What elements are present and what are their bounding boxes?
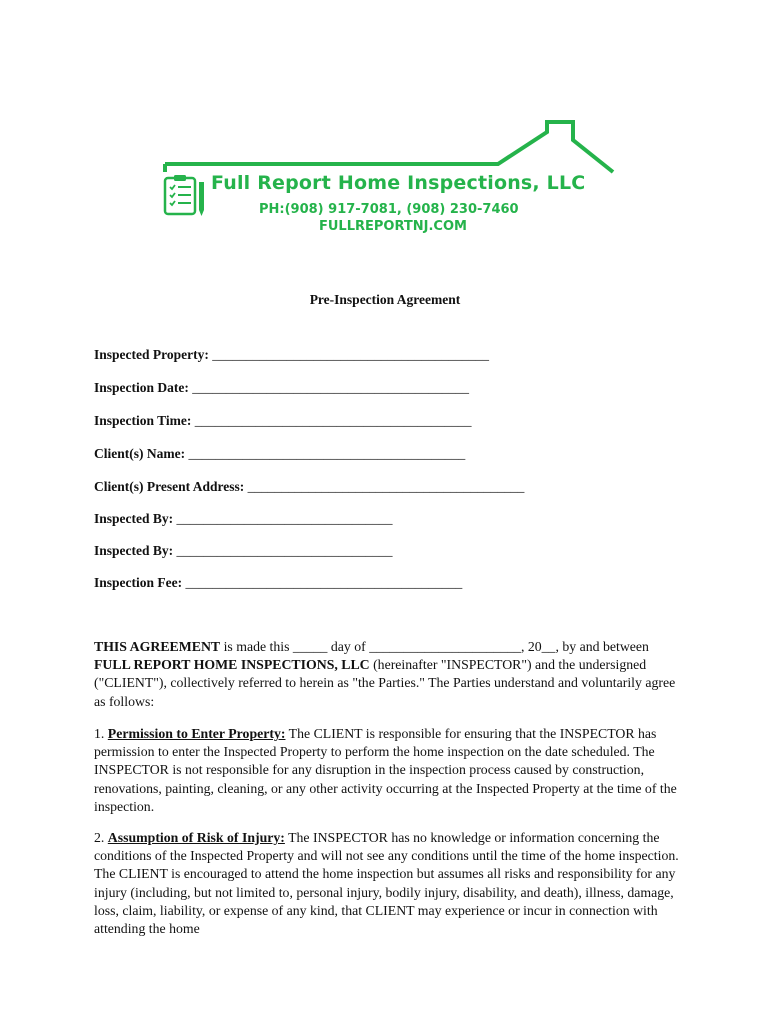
field-blank: _________________________________________ xyxy=(194,413,472,428)
company-logo xyxy=(155,118,625,248)
field-blank: _________________________________________ xyxy=(185,575,463,590)
section-text: The INSPECTOR has no knowledge or information concerning the conditions of the Inspected Property and will not see any conditions until the time of the home inspection. The CLIENT is encouraged to attend the home inspection but assumes all risks and responsibility for any injury (including, but not limited to, personal injury, bodily injury, disability, and death), illness, damage, loss, claim, liability, or expense of any kind, that CLIENT may experience or incur in connection with attending the home xyxy=(94,830,679,937)
field-label: Inspected Property: xyxy=(94,347,209,362)
section-number: 2. xyxy=(94,830,108,845)
field-inspected-property[interactable] xyxy=(94,347,489,363)
field-inspection-fee[interactable] xyxy=(94,575,462,591)
section-assumption-of-risk xyxy=(94,829,684,938)
field-blank: ________________________________ xyxy=(176,543,393,558)
logo-company-name: Full Report Home Inspections, LLC xyxy=(211,172,586,194)
field-blank: _________________________________________ xyxy=(212,347,489,362)
field-blank: _________________________________________ xyxy=(247,479,525,494)
logo-phone-numbers: PH:(908) 917-7081, (908) 230-7460 xyxy=(259,202,519,217)
field-label: Inspection Date: xyxy=(94,380,189,395)
agreement-company: FULL REPORT HOME INSPECTIONS, LLC xyxy=(94,657,370,673)
agreement-text-1: is made this _____ day of ______________________, 20__, by and between xyxy=(220,639,649,654)
field-client-address[interactable] xyxy=(94,479,524,495)
agreement-lead: THIS AGREEMENT xyxy=(94,639,221,654)
field-inspected-by-1[interactable] xyxy=(94,511,393,527)
section-heading: Assumption of Risk of Injury: xyxy=(107,830,285,845)
agreement-text-2: (hereinafter "INSPECTOR") and the undersigned ("CLIENT"), collectively referred to herein as "the Parties." The Parties understand and voluntarily agree as follows: xyxy=(94,657,676,709)
field-blank: _________________________________________ xyxy=(192,380,469,395)
field-blank: _________________________________________ xyxy=(188,446,466,461)
field-inspected-by-2[interactable] xyxy=(94,543,393,559)
field-inspection-time[interactable] xyxy=(94,413,472,429)
field-label: Inspected By: xyxy=(94,511,174,526)
field-label: Inspection Fee: xyxy=(94,575,183,590)
section-heading: Permission to Enter Property: xyxy=(107,726,286,741)
field-label: Inspection Time: xyxy=(94,413,192,428)
field-blank: ________________________________ xyxy=(176,511,393,526)
section-permission xyxy=(94,725,684,816)
section-text: The CLIENT is responsible for ensuring that the INSPECTOR has permission to enter the Inspected Property to perform the home inspection on the date scheduled. The INSPECTOR is not responsible for any disruption in the inspection process caused by construction, renovations, painting, cleaning, or any other activity occurring at the Inspected Property at the time of the inspection. xyxy=(94,726,677,814)
section-number: 1. xyxy=(94,726,108,741)
field-label: Inspected By: xyxy=(94,543,174,558)
field-label: Client(s) Name: xyxy=(94,446,186,461)
page-title: Pre-Inspection Agreement xyxy=(309,292,461,307)
field-client-name[interactable] xyxy=(94,446,465,462)
agreement-intro xyxy=(94,638,684,711)
logo-website: FULLREPORTNJ.COM xyxy=(319,219,467,234)
field-inspection-date[interactable] xyxy=(94,380,469,396)
field-label: Client(s) Present Address: xyxy=(94,479,245,494)
